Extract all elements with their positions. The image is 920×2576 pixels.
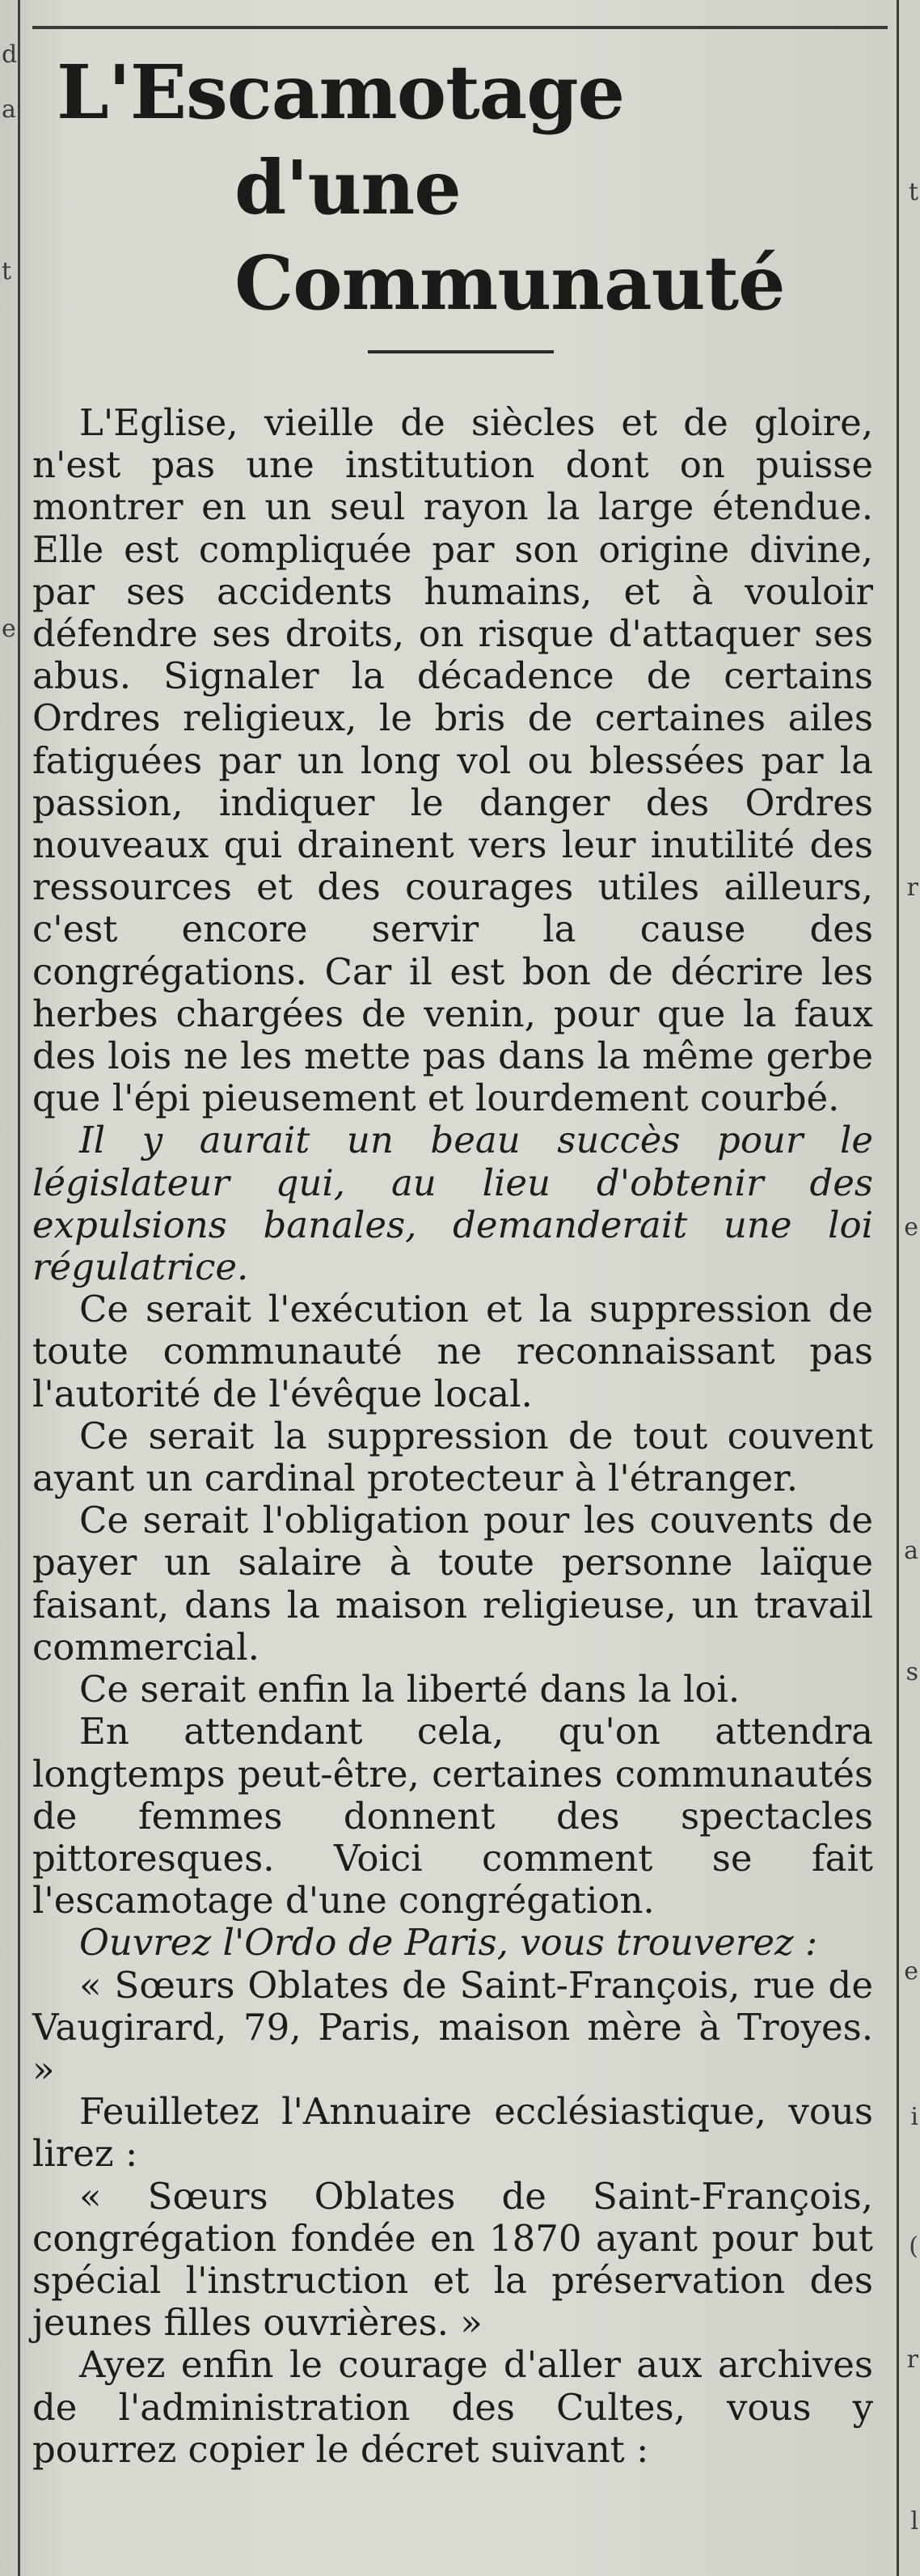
article-paragraph: Ce serait l'obligation pour les couvents de payer un salaire à toute personne laïque faisant, dans la maison religieuse, un travail commercial. [32, 1499, 873, 1669]
right-margin-fragment: s [905, 1658, 918, 1686]
quoted-paragraph: « Sœurs Oblates de Saint-François, congrégation fondée en 1870 ayant pour but spécial l'instruction et la préservation des jeunes filles ouvrières. » [32, 2174, 873, 2345]
right-margin-fragment: ( [909, 2232, 918, 2261]
article-paragraph: Feuilletez l'Annuaire ecclésiastique, vous lirez : [32, 2090, 873, 2176]
article-paragraph: Ayez enfin le courage d'aller aux archives de l'administration des Cultes, vous y pourrez copier le décret suivant : [32, 2343, 873, 2471]
right-margin-fragment: t [908, 178, 918, 206]
article-paragraph: Ce serait enfin la liberté dans la loi. [79, 1668, 741, 1711]
article-paragraph: Il y aurait un beau succès pour le législateur qui, au lieu d'obtenir des expulsions banales, demanderait une loi régulatrice. [32, 1119, 873, 1289]
left-margin-fragment: e [2, 615, 16, 643]
right-column-rule [897, 0, 899, 2576]
right-margin-fragment: e [904, 1213, 918, 1241]
left-margin-fragment: t [2, 257, 12, 286]
left-margin-fragment: a [2, 95, 16, 124]
article-title-line-1: L'Escamotage [57, 49, 625, 136]
right-margin-fragment: i [910, 2103, 918, 2131]
left-margin-fragment: d [2, 40, 18, 69]
quoted-paragraph: « Sœurs Oblates de Saint-François, rue de Vaugirard, 79, Paris, maison mère à Troyes. » [32, 1963, 873, 2091]
right-margin-fragment: l [910, 2507, 918, 2536]
article-body [32, 402, 873, 2471]
right-margin-fragment: a [904, 1537, 918, 1565]
left-column-rule [18, 0, 20, 2576]
article-paragraph: Ce serait l'exécution et la suppression de toute communauté ne reconnaissant pas l'autorité de l'évêque local. [32, 1288, 873, 1415]
article-paragraph: Ce serait la suppression de tout couvent ayant un cardinal protecteur à l'étranger. [32, 1414, 873, 1500]
article-paragraph: Ouvrez l'Ordo de Paris, vous trouverez : [79, 1921, 818, 1965]
title-rule [368, 350, 554, 353]
article-column [32, 44, 873, 2471]
right-margin-fragment: r [906, 873, 918, 902]
top-rule [32, 26, 888, 29]
article-title-line-2: d'une Communauté [234, 144, 785, 327]
right-margin-fragment: e [904, 1957, 918, 1986]
right-margin-fragment: r [906, 2345, 918, 2374]
article-paragraph: En attendant cela, qu'on attendra longtemps peut-être, certaines communautés de femmes donnent des spectacles pittoresques. Voici comment se fait l'escamotage d'une congrégation. [32, 1710, 873, 1922]
article-paragraph: L'Eglise, vieille de siècles et de gloire, n'est pas une institution dont on puisse montrer en un seul rayon la large étendue. Elle est compliquée par son origine divine, par ses accidents humains, et à vouloir défendre ses droits, on risque d'attaquer ses abus. Signaler la décadence de certains Ordres religieux, le bris de certaines ailes fatiguées par un long vol ou blessées par la passion, indiquer le danger des Ordres nouveaux qui drainent vers leur inutilité des ressources et des courages utiles ailleurs, c'est encore servir la cause des congrégations. Car il est bon de décrire les herbes chargées de venin, pour que la faux des lois ne les mette pas dans la même gerbe que l'épi pieusement et lourdement courbé. [32, 401, 873, 1120]
